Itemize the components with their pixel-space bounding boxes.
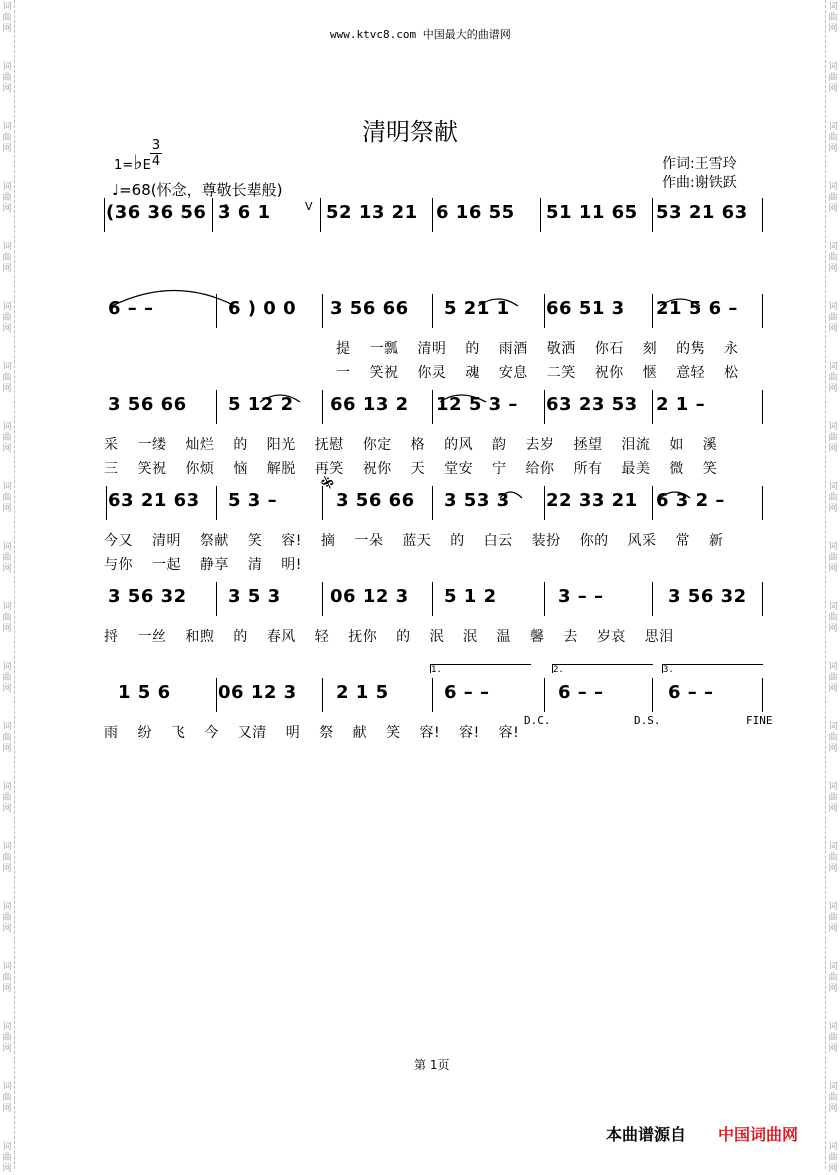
lyric-line: 采 一缕 灿烂 的 阳光 抚慰 你定 格 的风 韵 去岁 拯望 泪流 如 溪 bbox=[104, 437, 718, 453]
watermark-text: 词 曲 网 bbox=[2, 2, 12, 34]
watermark-text: 词 曲 网 bbox=[2, 302, 12, 334]
watermark-text: 词 曲 网 bbox=[828, 962, 838, 994]
site-url[interactable]: www.ktvc8.com bbox=[330, 28, 417, 41]
measure: 6 16 55 bbox=[436, 202, 515, 223]
slur bbox=[660, 299, 700, 306]
measure: 6 – – bbox=[444, 682, 490, 703]
watermark-text: 词 曲 网 bbox=[828, 1142, 838, 1174]
watermark-text: 词 曲 网 bbox=[2, 1022, 12, 1054]
slur bbox=[112, 291, 235, 307]
watermark-text: 词 曲 网 bbox=[828, 782, 838, 814]
watermark-text: 词 曲 网 bbox=[2, 722, 12, 754]
measure: 3 56 66 bbox=[330, 298, 409, 319]
time-signature: 3 4 bbox=[151, 138, 161, 169]
measure: 3 56 66 bbox=[336, 490, 415, 511]
watermark-text: 词 曲 网 bbox=[2, 602, 12, 634]
measure: 3 5 3 bbox=[228, 586, 281, 607]
watermark-text: 词 曲 网 bbox=[828, 362, 838, 394]
watermark-text: 词 曲 网 bbox=[828, 482, 838, 514]
watermark-text: 词 曲 网 bbox=[828, 302, 838, 334]
watermark-text: 词 曲 网 bbox=[828, 542, 838, 574]
lyric-line: 一 笑祝 你灵 魂 安息 二笑 祝你 惬 意轻 松 bbox=[336, 365, 739, 381]
watermark-text: 词 曲 网 bbox=[828, 1082, 838, 1114]
measure: 3 56 66 bbox=[108, 394, 187, 415]
measure: 6 3 2 – bbox=[656, 490, 725, 511]
watermark-text: 词 曲 网 bbox=[2, 902, 12, 934]
measure: 12 5 3 – bbox=[436, 394, 518, 415]
footer-brand[interactable]: 中国词曲网 bbox=[718, 1125, 799, 1144]
quarter-note-icon: ♩ bbox=[112, 181, 120, 199]
lyric-line: 捋 一丝 和煦 的 春风 轻 抚你 的 泯 泯 温 馨 去 岁哀 思泪 bbox=[104, 629, 674, 645]
measure: 3 56 32 bbox=[668, 586, 747, 607]
measure: 3 53 3 bbox=[444, 490, 510, 511]
footer-label: 本曲谱源自 bbox=[606, 1125, 687, 1144]
lyric-line: 与你 一起 静享 清 明! bbox=[104, 557, 302, 573]
composer: 作曲:谢铁跃 bbox=[662, 175, 737, 191]
navigation-marker: D.C. bbox=[524, 714, 551, 727]
navigation-marker: FINE bbox=[746, 714, 773, 727]
measure: 22 33 21 bbox=[546, 490, 638, 511]
breath-mark: V bbox=[305, 200, 313, 213]
measure: 6 ) 0 0 bbox=[228, 298, 297, 319]
lyric-line: 雨 纷 飞 今 又清 明 祭 献 笑 容! 容! 容! bbox=[104, 725, 520, 741]
slur bbox=[260, 395, 300, 402]
measure: 1 5 6 bbox=[118, 682, 171, 703]
watermark-text: 词 曲 网 bbox=[2, 662, 12, 694]
watermark-text: 词 曲 网 bbox=[828, 242, 838, 274]
measure: 21 5 6 – bbox=[656, 298, 738, 319]
measure: 6 – – bbox=[558, 682, 604, 703]
watermark-text: 词 曲 网 bbox=[2, 1142, 12, 1174]
watermark-text: 词 曲 网 bbox=[2, 242, 12, 274]
watermark-text: 词 曲 网 bbox=[828, 182, 838, 214]
volta-bracket: 2. bbox=[552, 664, 653, 673]
measure: 2 1 – bbox=[656, 394, 706, 415]
watermark-text: 词 曲 网 bbox=[2, 1082, 12, 1114]
measure: 66 13 2 bbox=[330, 394, 409, 415]
watermark-text: 词 曲 网 bbox=[2, 542, 12, 574]
watermark-text: 词 曲 网 bbox=[828, 1022, 838, 1054]
watermark-text: 词 曲 网 bbox=[828, 722, 838, 754]
watermark-text: 词 曲 网 bbox=[2, 122, 12, 154]
watermark-text: 词 曲 网 bbox=[2, 422, 12, 454]
watermark-text: 词 曲 网 bbox=[828, 662, 838, 694]
measure: 06 12 3 bbox=[330, 586, 409, 607]
watermark-text: 词 曲 网 bbox=[828, 122, 838, 154]
watermark-text: 词 曲 网 bbox=[828, 422, 838, 454]
watermark-text: 词 曲 网 bbox=[828, 902, 838, 934]
watermark-text: 词 曲 网 bbox=[828, 602, 838, 634]
measure: 63 23 53 bbox=[546, 394, 638, 415]
watermark-text: 词 曲 网 bbox=[2, 62, 12, 94]
measure: 5 3 – bbox=[228, 490, 278, 511]
volta-bracket: 3. bbox=[662, 664, 763, 673]
slur bbox=[440, 395, 486, 402]
site-tagline: 中国最大的曲谱网 bbox=[422, 28, 511, 41]
key-signature: 1=♭E bbox=[114, 150, 151, 174]
volta-bracket: 1. bbox=[430, 664, 531, 673]
lyric-line: 今又 清明 祭献 笑 容! 摘 一朵 蓝天 的 白云 装扮 你的 风采 常 新 bbox=[104, 533, 724, 549]
measure: 53 21 63 bbox=[656, 202, 748, 223]
watermark-text: 词 曲 网 bbox=[828, 62, 838, 94]
measure: 51 11 65 bbox=[546, 202, 638, 223]
measure: 3 – – bbox=[558, 586, 604, 607]
measure: 63 21 63 bbox=[108, 490, 200, 511]
page-title: 清明祭献 bbox=[362, 118, 458, 146]
measure: 06 12 3 bbox=[218, 682, 297, 703]
measure: 6 – – bbox=[108, 298, 154, 319]
watermark-text: 词 曲 网 bbox=[828, 842, 838, 874]
measure: 52 13 21 bbox=[326, 202, 418, 223]
lyric-line: 三 笑祝 你烦 恼 解脱 再笑 祝你 天 堂安 宁 给你 所有 最美 微 笑 bbox=[104, 461, 718, 477]
measure: 3̇ 6 1 bbox=[218, 202, 271, 223]
lyricist: 作词:王雪玲 bbox=[662, 156, 737, 172]
watermark-text: 词 曲 网 bbox=[2, 782, 12, 814]
watermark-text: 词 曲 网 bbox=[2, 482, 12, 514]
watermark-text: 词 曲 网 bbox=[2, 182, 12, 214]
lyric-line: 提 一瓢 清明 的 雨酒 敬洒 你石 刻 的隽 永 bbox=[336, 341, 739, 357]
slur bbox=[478, 299, 518, 306]
watermark-text: 词 曲 网 bbox=[2, 362, 12, 394]
slur bbox=[660, 492, 690, 498]
tempo-marking: ♩=68(怀念，尊敬长辈般) bbox=[112, 181, 283, 199]
segno-icon: 𝄋 bbox=[315, 472, 342, 493]
navigation-marker: D.S. bbox=[634, 714, 661, 727]
measure: 3 56 32 bbox=[108, 586, 187, 607]
measure: 5 12 2 bbox=[228, 394, 294, 415]
measure: 6 – – bbox=[668, 682, 714, 703]
measure: 2 1 5 bbox=[336, 682, 389, 703]
measure: 5 21 1 bbox=[444, 298, 510, 319]
measure: 5 1 2 bbox=[444, 586, 497, 607]
watermark-text: 词 曲 网 bbox=[2, 842, 12, 874]
page-number: 第 1页 bbox=[414, 1058, 450, 1072]
measure: 66 51 3 bbox=[546, 298, 625, 319]
watermark-text: 词 曲 网 bbox=[828, 2, 838, 34]
measure: (36 36 56 bbox=[106, 202, 207, 223]
slur bbox=[500, 492, 522, 498]
watermark-text: 词 曲 网 bbox=[2, 962, 12, 994]
